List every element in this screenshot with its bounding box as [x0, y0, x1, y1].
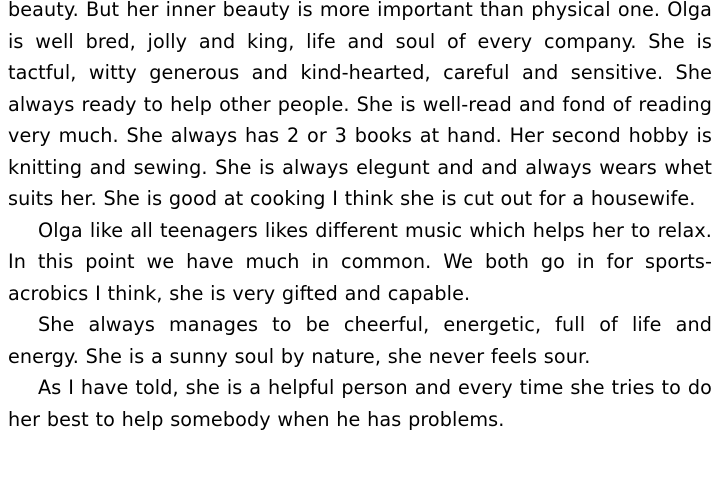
paragraph-3: She always manages to be cheerful, energetic, full of life and energy. She is a sunny soul by nature, she never feels sour. — [8, 313, 712, 368]
document-text-body — [8, 0, 712, 435]
paragraph-2: Olga like all teenagers likes different music which helps her to relax. In this point we have much in common. We both go in for sports- acrobics I think, she is very gifted and capable. — [8, 218, 712, 305]
paragraph-4: As I have told, she is a helpful person and every time she tries to do her best to help somebody when he has problems. — [8, 376, 712, 431]
paragraph-1: beauty. But her inner beauty is more important than physical one. Olga is well bred, jolly and king, life and soul of every company. She is tactful, witty generous and kind-hearted, careful and sensitive. She always ready to help other people. She is well-read and fond of reading very much. She always has 2 or 3 books at hand. Her second hobby is knitting and sewing. She is always elegunt and and always wears whet suits her. She is good at cooking I think she is cut out for a housewife. — [8, 0, 712, 210]
